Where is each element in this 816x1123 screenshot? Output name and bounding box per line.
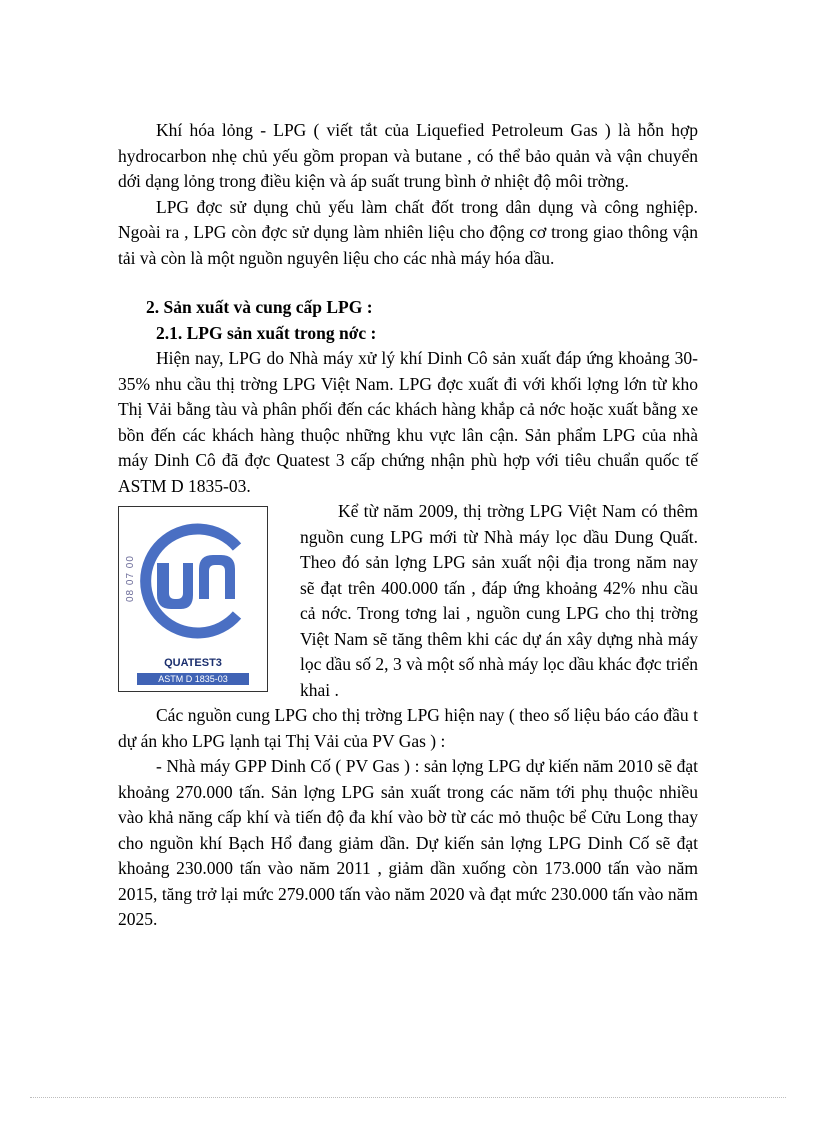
section-heading: 2. Sản xuất và cung cấp LPG : bbox=[146, 297, 373, 317]
document-page bbox=[118, 118, 698, 933]
quatest3-emblem-icon bbox=[119, 511, 267, 651]
quatest3-logo bbox=[118, 506, 270, 694]
intro-paragraph-1: Khí hóa lỏng - LPG ( viết tắt của Liquefied Petroleum Gas ) là hỗn hợp hydrocarbon nhẹ chủ yếu gồm propan và butane , có thể bảo quản và vận chuyển dới dạng lỏng trong điều kiện và áp suất trung bình ở nhiệt độ môi trờng. bbox=[118, 120, 698, 191]
paragraph-sources: Các nguồn cung LPG cho thị trờng LPG hiện nay ( theo số liệu báo cáo đầu t dự án kho LPG lạnh tại Thị Vải của PV Gas ) : bbox=[118, 705, 698, 751]
logo-name: QUATEST3 bbox=[164, 657, 222, 669]
subsection-heading: 2.1. LPG sản xuất trong nớc : bbox=[156, 322, 377, 343]
page-bottom-rule bbox=[30, 1097, 786, 1098]
logo-code: 08 07 00 bbox=[125, 555, 136, 602]
paragraph-domestic-production: Hiện nay, LPG do Nhà máy xử lý khí Dinh Cô sản xuất đáp ứng khoảng 30-35% nhu cầu thị trờng LPG Việt Nam. LPG đợc xuất đi với khối lợng lớn từ kho Thị Vải bằng tàu và phân phối đến các khách hàng khắp cả nớc hoặc xuất bằng xe bồn đến các khách hàng thuộc những khu vực lân cận. Sản phẩm LPG của nhà máy Dinh Cô đã đợc Quatest 3 cấp chứng nhận phù hợp với tiêu chuẩn quốc tế ASTM D 1835-03. bbox=[118, 348, 698, 496]
paragraph-gpp-dinh-co: - Nhà máy GPP Dinh Cố ( PV Gas ) : sản lợng LPG dự kiến năm 2010 sẽ đạt khoảng 270.000 tấn. Sản lợng LPG sản xuất trong các năm tới phụ thuộc nhiều vào khả năng cấp khí và tiến độ đa khí vào bờ từ các mỏ thuộc bể Cửu Long thay cho nguồn khí Bạch Hổ đang giảm dần. Dự kiến sản lợng LPG Dinh Cố sẽ đạt khoảng 230.000 tấn vào năm 2011 , giảm dần xuống còn 173.000 tấn vào năm 2015, tăng trở lại mức 279.000 tấn vào năm 2020 và đạt mức 230.000 tấn vào năm 2025. bbox=[118, 756, 698, 929]
intro-paragraph-2: LPG đợc sử dụng chủ yếu làm chất đốt trong dân dụng và công nghiệp. Ngoài ra , LPG còn đợc sử dụng làm nhiên liệu cho động cơ trong giao thông vận tải và còn là một nguồn nguyên liệu cho các nhà máy hóa dầu. bbox=[118, 196, 698, 268]
logo-standard: ASTM D 1835-03 bbox=[137, 673, 249, 685]
paragraph-dung-quat: Kể từ năm 2009, thị trờng LPG Việt Nam có thêm nguồn cung LPG mới từ Nhà máy lọc dầu Dung Quất. Theo đó sản lợng LPG sản xuất nội địa trong năm nay sẽ đạt trên 400.000 tấn , đáp ứng khoảng 42% nhu cầu cả nớc. Trong tơng lai , nguồn cung LPG cho thị trờng Việt Nam sẽ tăng thêm khi các dự án xây dựng nhà máy lọc dầu số 2, 3 và một số nhà máy lọc dầu khác đợc triển khai . bbox=[300, 501, 698, 700]
